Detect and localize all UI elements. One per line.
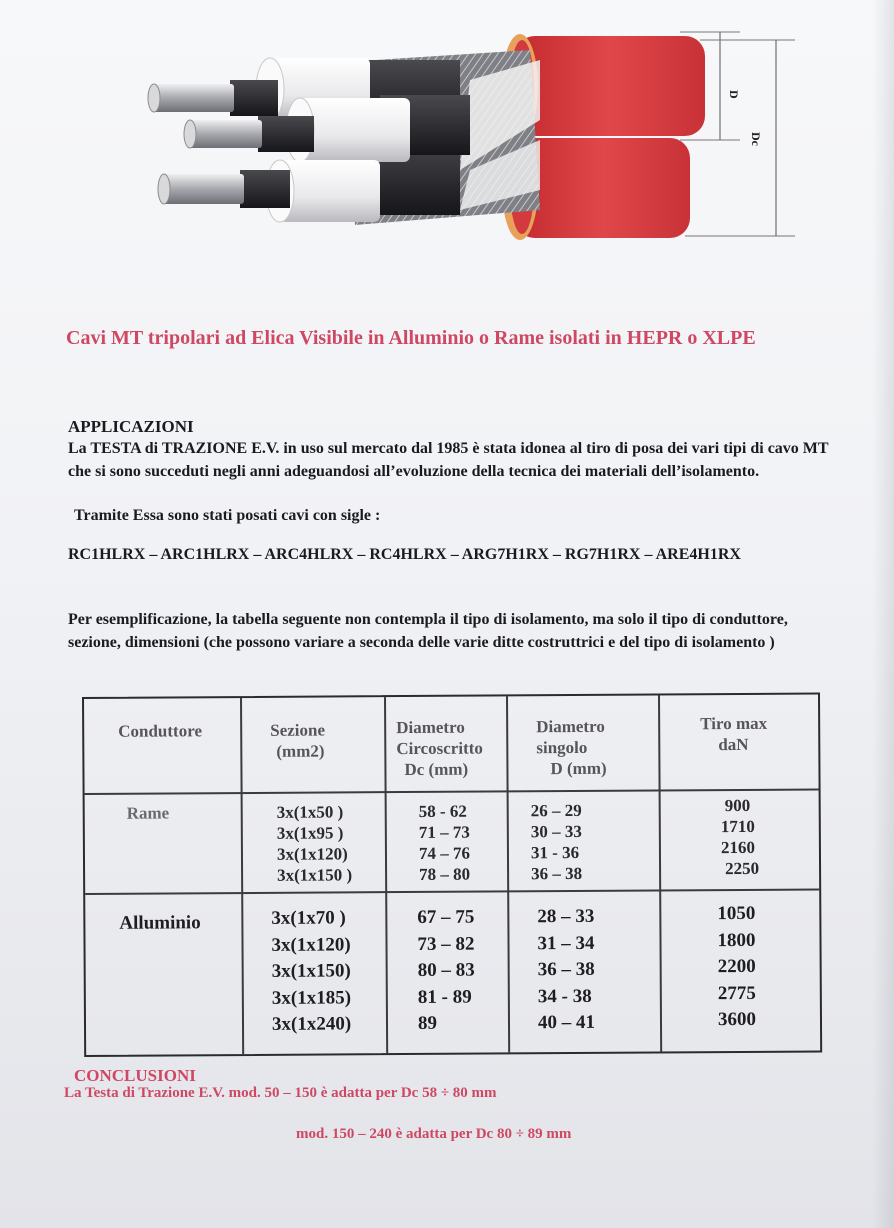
alluminio-sezione-cell: 3x(1x240) (271, 1013, 352, 1035)
header-dc-line: Dc (mm) (404, 759, 469, 780)
rame-sezione-cell: 3x(1x150 ) (277, 865, 353, 885)
rame-sezione-cell: 3x(1x120) (276, 844, 348, 864)
rame-sezione-cell: 3x(1x50 ) (276, 802, 344, 822)
header-conduttore: Conduttore (118, 721, 203, 741)
alluminio-d-cell: 28 – 33 (537, 905, 595, 928)
alluminio-tiro-cell: 1050 (717, 902, 756, 925)
header-dc-line: Circoscritto (396, 738, 483, 759)
header-d-line: D (mm) (550, 758, 607, 779)
rame-d-cell: 30 – 33 (530, 821, 582, 842)
alluminio-sezione-cell: 3x(1x70 ) (271, 907, 346, 929)
alluminio-dc-cell: 67 – 75 (417, 906, 475, 928)
alluminio-sezione-column (271, 905, 351, 1038)
alluminio-tiro-cell: 2775 (717, 982, 756, 1004)
header-tiro-line: Tiro max (700, 713, 768, 734)
rame-tiro-column (721, 795, 760, 879)
applicazioni-paragraph: La TESTA di TRAZIONE E.V. in uso sul mercato dal 1985 è stata idonea al tiro di posa dei vari tipi di cavo MT che si sono succeduti negli anni adeguandosi all’evoluzione della tecnica dei materiali dell’isolamento. (68, 440, 829, 480)
sigle-intro: Tramite Essa sono stati posati cavi con sigle : (74, 507, 381, 524)
header-sezione (270, 720, 325, 762)
header-tiro-line: daN (718, 734, 749, 755)
header-d-line: singolo (536, 737, 588, 758)
cable-table (82, 692, 822, 1057)
header-dc-line: Diametro (396, 717, 465, 738)
rame-d-column (531, 800, 583, 884)
alluminio-sezione-cell: 3x(1x150) (271, 960, 351, 982)
rame-tiro-cell: 2160 (720, 837, 755, 858)
sigle-list: RC1HLRX – ARC1HLRX – ARC4HLRX – RC4HLRX – ARG7H1RX – RG7H1RX – ARE4H1RX (68, 546, 741, 563)
rame-d-cell: 31 - 36 (530, 842, 580, 863)
alluminio-d-cell: 40 – 41 (537, 1011, 596, 1034)
alluminio-tiro-cell: 3600 (717, 1008, 757, 1031)
alluminio-dc-cell: 89 (417, 1012, 438, 1034)
rame-dc-cell: 74 – 76 (418, 843, 471, 863)
alluminio-label: Alluminio (119, 912, 201, 934)
alluminio-d-cell: 34 - 38 (537, 985, 592, 1007)
header-sezione-line: Sezione (270, 720, 326, 740)
rame-tiro-cell: 1710 (720, 816, 755, 837)
conclusioni-line-1: La Testa di Trazione E.V. mod. 50 – 150 è adatta per Dc 58 ÷ 80 mm (64, 1085, 497, 1101)
alluminio-sezione-cell: 3x(1x120) (271, 933, 351, 956)
header-sezione-line: (mm2) (276, 741, 325, 761)
table-divider (240, 698, 244, 1054)
alluminio-d-cell: 36 – 38 (537, 958, 595, 981)
alluminio-d-column (537, 904, 595, 1037)
header-d-line: Diametro (536, 716, 605, 737)
dimension-dc-label: Dc (749, 132, 763, 146)
header-tiro-max (700, 713, 767, 755)
rame-tiro-cell: 900 (724, 795, 751, 816)
rame-dc-column (419, 801, 471, 885)
rame-tiro-cell: 2250 (725, 858, 760, 879)
alluminio-dc-column (417, 905, 475, 1038)
table-divider (658, 695, 662, 1051)
table-note: Per esemplificazione, la tabella seguente non contempla il tipo di isolamento, ma solo il tipo di conduttore, sezione, dimensioni (che possono variare a seconda delle varie ditte costruttrici e del tipo di isolamento ) (68, 611, 788, 651)
table-divider (85, 789, 819, 795)
alluminio-dc-cell: 73 – 82 (417, 933, 475, 955)
rame-sezione-cell: 3x(1x95 ) (276, 823, 344, 843)
rame-dc-cell: 71 – 73 (418, 822, 470, 842)
rame-dc-cell: 78 – 80 (419, 864, 471, 884)
table-divider (506, 696, 510, 1052)
table-divider (384, 697, 388, 1053)
table-divider (85, 889, 819, 895)
document-title: Cavi MT tripolari ad Elica Visibile in Alluminio o Rame isolati in HEPR o XLPE (66, 327, 756, 349)
rame-dc-cell: 58 - 62 (418, 801, 467, 821)
header-diametro-singolo (536, 716, 607, 779)
rame-label: Rame (126, 803, 170, 823)
alluminio-tiro-cell: 2200 (717, 955, 756, 978)
conclusioni-line-2: mod. 150 – 240 è adatta per Dc 80 ÷ 89 mm (296, 1126, 572, 1142)
alluminio-tiro-column (717, 901, 756, 1034)
rame-d-cell: 36 – 38 (531, 863, 583, 884)
conclusioni-heading: CONCLUSIONI (74, 1066, 196, 1085)
cable-illustration (140, 20, 800, 250)
alluminio-tiro-cell: 1800 (717, 929, 756, 951)
rame-d-cell: 26 – 29 (530, 800, 582, 821)
applicazioni-heading: APPLICAZIONI (68, 417, 194, 436)
alluminio-dc-cell: 81 - 89 (417, 986, 472, 1008)
dimension-d-label: D (727, 90, 741, 99)
header-diametro-circoscritto (396, 717, 483, 781)
rame-sezione-column (277, 801, 353, 885)
alluminio-dc-cell: 80 – 83 (417, 959, 475, 981)
alluminio-sezione-cell: 3x(1x185) (271, 986, 352, 1009)
alluminio-d-cell: 31 – 34 (537, 932, 595, 954)
